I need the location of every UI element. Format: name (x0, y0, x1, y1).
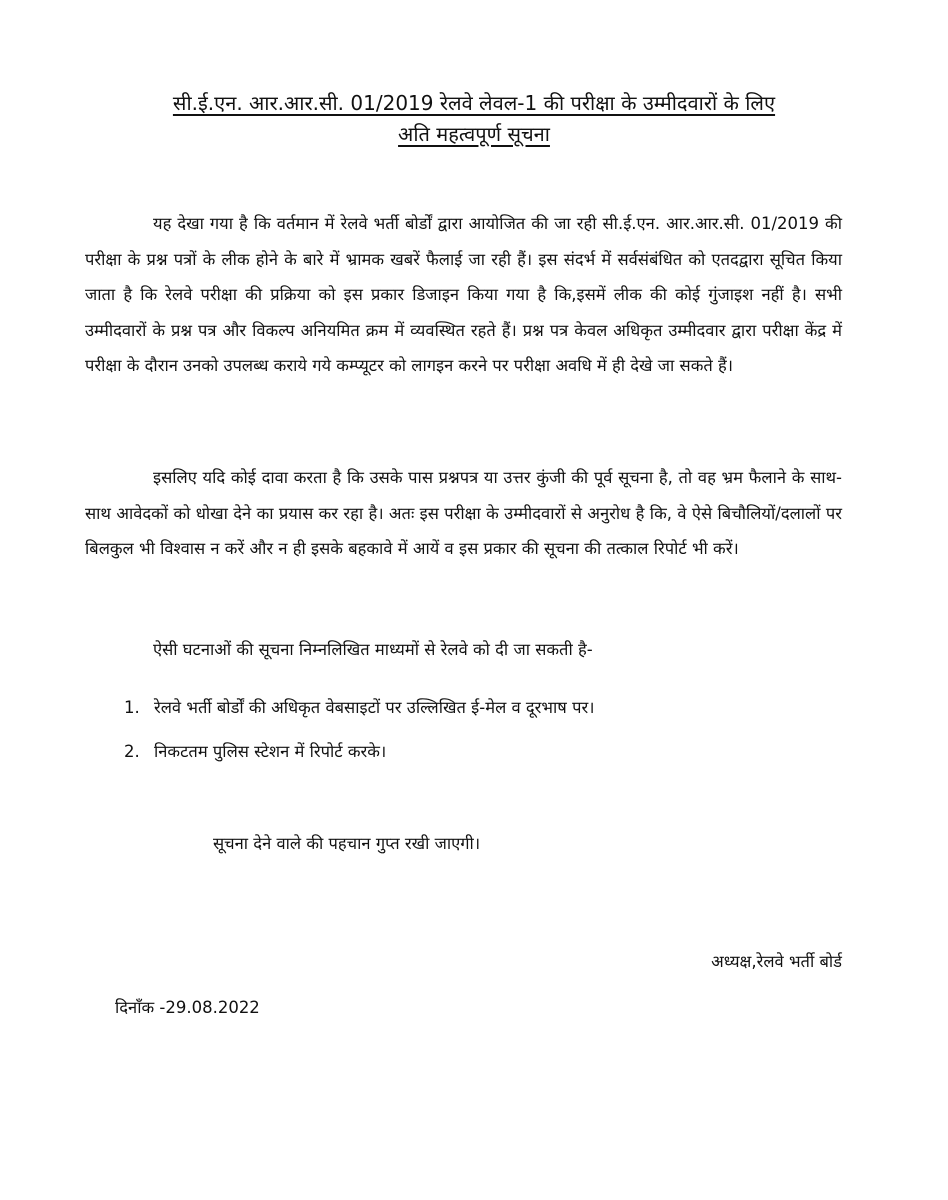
list-item-number: 2. (124, 742, 140, 761)
reporting-intro: ऐसी घटनाओं की सूचना निम्नलिखित माध्यमों से रेलवे को दी जा सकती है- (153, 640, 593, 659)
list-item-text: रेलवे भर्ती बोर्डों की अधिकृत वेबसाइटों पर उल्लिखित ई-मेल व दूरभाष पर। (154, 698, 595, 717)
anonymity-note: सूचना देने वाले की पहचान गुप्त रखी जाएगी। (213, 834, 481, 853)
list-item-number: 1. (124, 698, 140, 717)
paragraph-leak-rumors: यह देखा गया है कि वर्तमान में रेलवे भर्ती बोर्डों द्वारा आयोजित की जा रही सी.ई.एन. आर.आर.सी. 01/2019 की परीक्षा के प्रश्न पत्रों के लीक होने के बारे में भ्रामक खबरें फैलाई जा रही हैं। इस संदर्भ में सर्वसंबंधित को एतदद्वारा सूचित किया जाता है कि रेलवे परीक्षा की प्रक्रिया को इस प्रकार डिजाइन किया गया है कि,इसमें लीक की कोई गुंजाइश नहीं है। सभी उम्मीदवारों के प्रश्न पत्र और विकल्प अनियमित क्रम में व्यवस्थित रहते हैं। प्रश्न पत्र केवल अधिकृत उम्मीदवार द्वारा परीक्षा केंद्र में परीक्षा के दौरान उनको उपलब्ध कराये गये कम्प्यूटर को लागइन करने पर परीक्षा अवधि में ही देखे जा सकते हैं। (85, 214, 842, 375)
list-item (124, 690, 594, 725)
list-item-text: निकटतम पुलिस स्टेशन में रिपोर्ट करके। (154, 742, 387, 761)
signature: अध्यक्ष,रेलवे भर्ती बोर्ड (711, 952, 842, 971)
title-line-1: सी.ई.एन. आर.आर.सी. 01/2019 रेलवे लेवल-1 की परीक्षा के उम्मीदवारों के लिए (172, 91, 776, 115)
list-item (124, 734, 386, 769)
paragraph-candidate-warning: इसलिए यदि कोई दावा करता है कि उसके पास प्रश्नपत्र या उत्तर कुंजी की पूर्व सूचना है, तो वह भ्रम फैलाने के साथ-साथ आवेदकों को धोखा देने का प्रयास कर रहा है। अतः इस परीक्षा के उम्मीदवारों से अनुरोध है कि, वे ऐसे बिचौलियों/दलालों पर बिलकुल भी विश्वास न करें और न ही इसके बहकावे में आयें व इस प्रकार की सूचना की तत्काल रिपोर्ट भी करें। (85, 468, 842, 558)
notice-date: दिनाँक -29.08.2022 (115, 998, 260, 1017)
title-line-2: अति महत्वपूर्ण सूचना (398, 122, 550, 146)
notice-title (60, 88, 888, 150)
